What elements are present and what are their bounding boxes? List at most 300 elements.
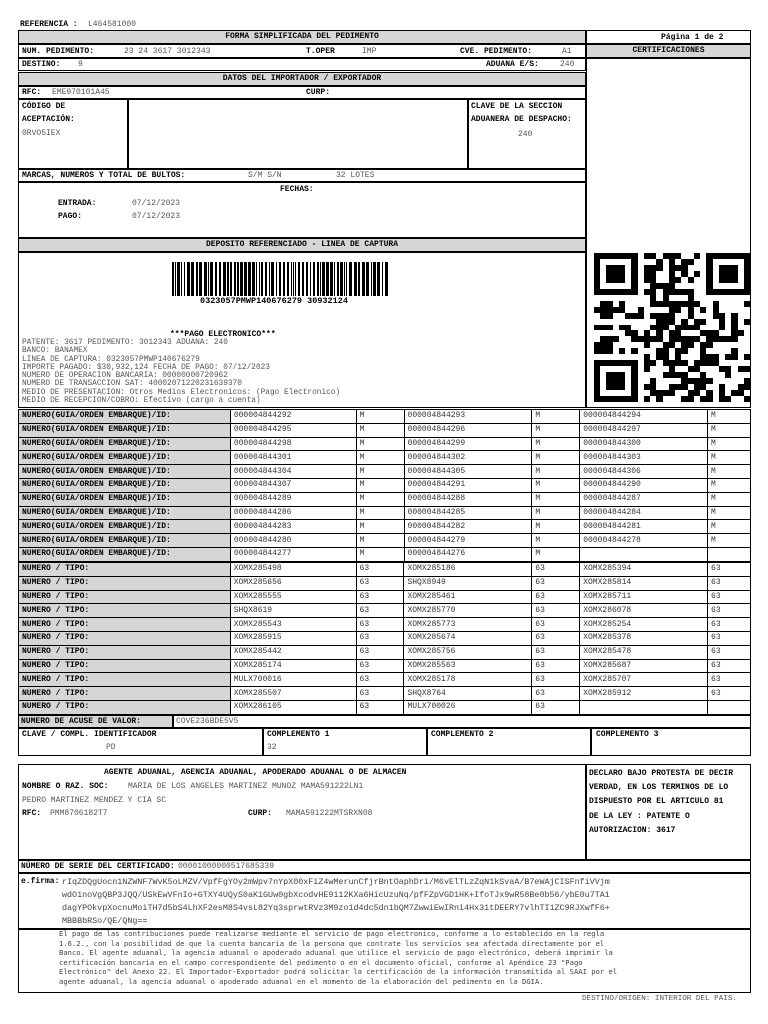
tipo-row-cell: XOMX285543 bbox=[230, 618, 356, 632]
barcode-bar bbox=[313, 262, 315, 296]
barcode-bar bbox=[223, 262, 226, 296]
tipo-row bbox=[19, 604, 751, 618]
guia-row-cell: M bbox=[708, 465, 751, 479]
barcode-bar bbox=[177, 262, 180, 296]
tipo-row-cell: 63 bbox=[532, 604, 580, 618]
guia-row-cell: M bbox=[532, 492, 580, 506]
agente-rfc-label: RFC: bbox=[22, 809, 42, 818]
tipo-row-cell: 63 bbox=[356, 700, 404, 714]
guia-row-cell: 000004844276 bbox=[404, 547, 532, 561]
declaro-text bbox=[589, 767, 733, 838]
tipo-row-cell: XOMX285498 bbox=[230, 563, 356, 577]
barcode-bar bbox=[261, 262, 263, 296]
guia-row-cell: M bbox=[532, 423, 580, 437]
barcode-bar bbox=[234, 262, 236, 296]
entrada-label: ENTRADA: bbox=[58, 199, 97, 208]
tipo-row-cell bbox=[708, 700, 751, 714]
tipo-row-label: NUMERO / TIPO: bbox=[19, 618, 231, 632]
num-pedimento-label: NUM. PEDIMENTO: bbox=[22, 47, 95, 56]
entrada-value: 07/12/2023 bbox=[132, 199, 181, 208]
guia-row-cell: M bbox=[708, 478, 751, 492]
pago-detail-line: MEDIO DE RECEPCION/COBRO: Efectivo (cargo a cuenta) bbox=[22, 397, 261, 406]
tipo-row-label: NUMERO / TIPO: bbox=[19, 631, 231, 645]
barcode-bar bbox=[349, 262, 352, 296]
guia-row bbox=[19, 506, 751, 520]
guia-row-cell: 000004844298 bbox=[230, 437, 356, 451]
barcode-bar bbox=[340, 262, 343, 296]
tipo-row-cell: 63 bbox=[532, 659, 580, 673]
barcode-bar bbox=[334, 262, 335, 296]
complemento1-label: COMPLEMENTO 1 bbox=[267, 730, 330, 739]
tipo-row-cell: 63 bbox=[708, 604, 751, 618]
barcode-bar bbox=[337, 262, 339, 296]
barcode-bar bbox=[371, 262, 372, 296]
guia-row-cell: 000004844301 bbox=[230, 451, 356, 465]
guia-row-cell: 000004844283 bbox=[230, 520, 356, 534]
barcode-bar bbox=[326, 262, 329, 296]
pago-detail-line: IMPORTE PAGADO: $30,932,124 FECHA DE PAGO: 07/12/2023 bbox=[22, 363, 270, 372]
tipo-row-label: NUMERO / TIPO: bbox=[19, 687, 231, 701]
marcas-value-1: S/M S/N bbox=[248, 171, 282, 180]
acuse-label: NUMERO DE ACUSE DE VALOR: bbox=[21, 717, 142, 726]
barcode-bar bbox=[295, 262, 296, 296]
tipo-row-cell: SHQX8619 bbox=[230, 604, 356, 618]
guia-row bbox=[19, 410, 751, 424]
tipo-row bbox=[19, 590, 751, 604]
guia-row-cell: 000004844291 bbox=[404, 478, 532, 492]
tipo-row-cell: XOMX285555 bbox=[230, 590, 356, 604]
guia-row-cell: M bbox=[356, 410, 404, 424]
tipo-row-cell: XOMX285814 bbox=[580, 576, 708, 590]
agente-rfc-value: PMM8706182T7 bbox=[50, 809, 108, 818]
efirma-label: e.firma: bbox=[21, 877, 60, 886]
declaro-line: DE LA LEY : PATENTE O bbox=[589, 811, 690, 821]
guia-row-cell: M bbox=[708, 492, 751, 506]
guia-row-cell: 000004844300 bbox=[580, 437, 708, 451]
tipo-row bbox=[19, 563, 751, 577]
tipo-row-cell: 63 bbox=[532, 563, 580, 577]
barcode-bar bbox=[330, 262, 333, 296]
barcode-bar bbox=[302, 262, 304, 296]
tipo-row bbox=[19, 673, 751, 687]
tipo-row-cell: XOMX285378 bbox=[580, 631, 708, 645]
barcode-bar bbox=[346, 262, 347, 296]
guia-row-cell: M bbox=[356, 506, 404, 520]
guia-row-cell: 000004844294 bbox=[580, 410, 708, 424]
guia-row bbox=[19, 547, 751, 561]
guia-row-label: NUMERO(GUIA/ORDEN EMBARQUE)/ID: bbox=[19, 465, 231, 479]
barcode-bar bbox=[317, 262, 319, 296]
tipo-row-cell: MULX700016 bbox=[230, 673, 356, 687]
tipo-row-cell: 63 bbox=[356, 687, 404, 701]
guia-row-cell: 000004844307 bbox=[230, 478, 356, 492]
guia-row-cell: M bbox=[356, 478, 404, 492]
footer-line: 1.6.2., con la posibilidad de que la cuenta bancaria de la persona que contrate los servicios sea afectada directamente por el bbox=[59, 938, 605, 948]
guia-row-cell: 000004844295 bbox=[230, 423, 356, 437]
tipo-row bbox=[19, 618, 751, 632]
barcode-bar bbox=[310, 262, 311, 296]
footer-line: El pago de las contribuciones puede realizarse mediante el servicio de pago electronico, conforme a lo establecido en la regla bbox=[59, 929, 605, 938]
rfc-label: RFC: bbox=[22, 88, 42, 97]
barcode-bar bbox=[175, 262, 176, 296]
barcode-bar bbox=[199, 262, 202, 296]
barcode-bar bbox=[358, 262, 360, 296]
efirma-line: rIqZDQgUocn1NZWNF7WvK5oLMZV/VpfFgYOy2mWpv7nYpX00xFiZ4wMerunCfjrBntOaphDri/M6vElTLzZqN1kSvaA/B7eWAjCISFnfiVVjm bbox=[62, 877, 610, 887]
tipo-row-cell: 63 bbox=[356, 576, 404, 590]
tipo-row-cell: 63 bbox=[532, 700, 580, 714]
barcode-image bbox=[172, 262, 394, 296]
guia-row-cell: 000004844286 bbox=[230, 506, 356, 520]
tipo-row bbox=[19, 631, 751, 645]
pago-detail-line: NUMERO DE OPERACION BANCARIA: 00000000720962 bbox=[22, 372, 228, 381]
footer-line: certificación bancaria en el campo correspondiente del pedimento o en el documento oficial, conforme al Apéndice 23 "Pago bbox=[59, 957, 583, 967]
clave-seccion-value: 240 bbox=[518, 130, 533, 139]
tipo-row-cell: 63 bbox=[708, 631, 751, 645]
form-title: FORMA SIMPLIFICADA DEL PEDIMENTO bbox=[18, 30, 586, 44]
guia-row-cell: 000004844296 bbox=[404, 423, 532, 437]
tipo-row-cell: 63 bbox=[532, 687, 580, 701]
guia-row-cell: 000004844303 bbox=[580, 451, 708, 465]
guia-row-cell: M bbox=[532, 547, 580, 561]
tipo-row-cell: XOMX286105 bbox=[230, 700, 356, 714]
guia-row bbox=[19, 520, 751, 534]
guia-row-cell: M bbox=[356, 423, 404, 437]
nombre-value-2: PEDRO MARTINEZ MENDEZ Y CIA SC bbox=[22, 796, 167, 805]
tipo-row-cell: 63 bbox=[356, 604, 404, 618]
serie-label: NÚMERO DE SERIE DEL CERTIFICADO: bbox=[21, 862, 175, 871]
guia-row-cell: M bbox=[708, 437, 751, 451]
tipo-row-cell: SHQX8949 bbox=[404, 576, 532, 590]
barcode-bar bbox=[230, 262, 232, 296]
barcode-bar bbox=[248, 262, 251, 296]
guia-row-cell: 000004844299 bbox=[404, 437, 532, 451]
barcode-bar bbox=[259, 262, 260, 296]
guia-row bbox=[19, 534, 751, 548]
barcode-bar bbox=[187, 262, 190, 296]
barcode-bar bbox=[306, 262, 308, 296]
tipo-row-cell: XOMX285711 bbox=[580, 590, 708, 604]
efirma-line: dagYPOkvpXocnuMoiTH7d5bS4LhXF2esM8S4vsL82Yq3sprwtRVz3M9zo1d4dc5dn1bQM7ZwwiEwIRni4Hx31tDEERY7vlhTI1ZC9RJXwfF6+ bbox=[62, 903, 610, 913]
tipo-row-cell: MULX700026 bbox=[404, 700, 532, 714]
agente-curp-value: MAMA591222MTSRXN08 bbox=[286, 809, 373, 818]
barcode-bar bbox=[172, 262, 174, 296]
guia-row-cell: M bbox=[532, 520, 580, 534]
efirma-line: wdO1noVgQBP3JQQ/USkEwVFnIo+GTXY4UQyS0aK1GUw0gbXcodvHE9112KXa6HicUzuNq/pfFZpVGD1HK+IfoTJx9wR58Be0b56/ybE0u7TA1 bbox=[62, 890, 610, 900]
tipo-row-cell: XOMX285461 bbox=[404, 590, 532, 604]
curp-label: CURP: bbox=[306, 88, 331, 97]
tipo-row-cell: XOMX285186 bbox=[404, 563, 532, 577]
tipo-row-cell: 63 bbox=[708, 563, 751, 577]
destino-label: DESTINO: bbox=[22, 60, 61, 69]
guia-row-cell: M bbox=[708, 506, 751, 520]
tipo-row-cell: 63 bbox=[708, 618, 751, 632]
clave-seccion-label-1: CLAVE DE LA SECCION bbox=[471, 102, 563, 111]
tipo-row-cell: XOMX285478 bbox=[580, 645, 708, 659]
guia-row bbox=[19, 451, 751, 465]
guia-row-label: NUMERO(GUIA/ORDEN EMBARQUE)/ID: bbox=[19, 410, 231, 424]
tipo-row-label: NUMERO / TIPO: bbox=[19, 563, 231, 577]
barcode-bar bbox=[265, 262, 267, 296]
pago-details bbox=[22, 339, 340, 405]
tipo-row-cell: SHQX8764 bbox=[404, 687, 532, 701]
cve-pedimento-value: A1 bbox=[562, 47, 572, 56]
nombre-label: NOMBRE O RAZ. SOC: bbox=[22, 782, 109, 791]
guia-row-cell: M bbox=[708, 534, 751, 548]
barcode-bar bbox=[322, 262, 325, 296]
guia-row-cell: M bbox=[532, 410, 580, 424]
tipo-row bbox=[19, 576, 751, 590]
codigo-label-2: ACEPTACIÓN: bbox=[22, 115, 75, 124]
barcode-bar bbox=[276, 262, 277, 296]
guia-row bbox=[19, 423, 751, 437]
barcode-bar bbox=[227, 262, 229, 296]
guia-row-cell: 000004844280 bbox=[230, 534, 356, 548]
tipo-row-cell: 63 bbox=[708, 590, 751, 604]
guias-table bbox=[18, 409, 751, 562]
guia-row-label: NUMERO(GUIA/ORDEN EMBARQUE)/ID: bbox=[19, 520, 231, 534]
barcode-bar bbox=[237, 262, 239, 296]
guia-row-cell: 000004844290 bbox=[580, 478, 708, 492]
tipo-row-cell: 63 bbox=[356, 631, 404, 645]
pago-detail-line: MEDIO DE PRESENTACION: Otros Medios Electronicos: (Pago Electronico) bbox=[22, 388, 341, 397]
tipo-row-label: NUMERO / TIPO: bbox=[19, 700, 231, 714]
barcode-bar bbox=[283, 262, 285, 296]
referencia-value: L464581000 bbox=[88, 20, 137, 29]
complemento1-value: 32 bbox=[267, 743, 277, 752]
tipo-row-cell: XOMX286078 bbox=[580, 604, 708, 618]
footer-line: agente aduanal, la agencia aduanal o apoderado aduanal en el momento de la elaboración del pedimento en la DGIA. bbox=[59, 976, 544, 986]
efirma-value bbox=[62, 876, 610, 928]
guia-row-cell: 000004844293 bbox=[404, 410, 532, 424]
barcode-bar bbox=[320, 262, 321, 296]
pago-detail-line: PATENTE: 3617 PEDIMENTO: 3012343 ADUANA: 240 bbox=[22, 339, 228, 347]
referencia-label: REFERENCIA : bbox=[20, 20, 78, 29]
tipo-row-cell: 63 bbox=[708, 659, 751, 673]
guia-row-label: NUMERO(GUIA/ORDEN EMBARQUE)/ID: bbox=[19, 547, 231, 561]
guia-row-cell bbox=[580, 547, 708, 561]
complemento2-label: COMPLEMENTO 2 bbox=[431, 730, 494, 739]
guia-row-cell: 000004844304 bbox=[230, 465, 356, 479]
toper-label: T.OPER bbox=[306, 47, 335, 56]
guia-row-label: NUMERO(GUIA/ORDEN EMBARQUE)/ID: bbox=[19, 478, 231, 492]
barcode-bar bbox=[366, 262, 369, 296]
guia-row-label: NUMERO(GUIA/ORDEN EMBARQUE)/ID: bbox=[19, 423, 231, 437]
tipo-row-cell: XOMX285254 bbox=[580, 618, 708, 632]
guia-row-cell: 000004844305 bbox=[404, 465, 532, 479]
declaro-line: AUTORIZACION: 3617 bbox=[589, 825, 676, 835]
barcode-bar bbox=[215, 262, 217, 296]
acuse-value-cell bbox=[173, 715, 751, 728]
tipo-row-cell: 63 bbox=[708, 645, 751, 659]
tipo-row-cell: XOMX285178 bbox=[404, 673, 532, 687]
deposito-title: DEPOSITO REFERENCIADO - LINEA DE CAPTURA bbox=[18, 238, 586, 252]
guia-row-cell: M bbox=[708, 520, 751, 534]
barcode-bar bbox=[377, 262, 380, 296]
tipo-row-cell: 63 bbox=[356, 590, 404, 604]
importer-section-title: DATOS DEL IMPORTADOR / EXPORTADOR bbox=[18, 72, 586, 86]
tipo-row-label: NUMERO / TIPO: bbox=[19, 576, 231, 590]
fechas-title: FECHAS: bbox=[280, 185, 314, 194]
guia-row-cell: 000004844302 bbox=[404, 451, 532, 465]
barcode-bar bbox=[354, 262, 357, 296]
barcode-bar bbox=[293, 262, 294, 296]
pago-detail-line: LINEA DE CAPTURA: 0323057PMWP140676279 bbox=[22, 355, 200, 364]
guia-row-cell: M bbox=[532, 465, 580, 479]
barcode-bar bbox=[385, 262, 388, 296]
codigo-label-1: CÓDIGO DE bbox=[22, 102, 66, 111]
guia-row-cell: 000004844289 bbox=[230, 492, 356, 506]
tipo-row-cell: XOMX285507 bbox=[230, 687, 356, 701]
guia-row-cell: M bbox=[356, 492, 404, 506]
guia-row-label: NUMERO(GUIA/ORDEN EMBARQUE)/ID: bbox=[19, 451, 231, 465]
declaro-line: VERDAD, EN LOS TERMINOS DE LO bbox=[589, 783, 729, 793]
tipo-row-cell: 63 bbox=[708, 576, 751, 590]
guia-row bbox=[19, 492, 751, 506]
destino-value: 9 bbox=[78, 60, 83, 69]
barcode-bar bbox=[291, 262, 292, 296]
tipo-row-cell: 63 bbox=[532, 576, 580, 590]
barcode-bar bbox=[219, 262, 221, 296]
blank-cell bbox=[128, 99, 468, 169]
page-number: Página 1 de 2 bbox=[661, 33, 724, 42]
barcode-bar bbox=[256, 262, 257, 296]
tipo-row-cell: XOMX285174 bbox=[230, 659, 356, 673]
guia-row-cell: 000004844278 bbox=[580, 534, 708, 548]
tipo-row-cell: 63 bbox=[532, 631, 580, 645]
pago-value: 07/12/2023 bbox=[132, 212, 181, 221]
tipo-row-cell: 63 bbox=[532, 673, 580, 687]
tipo-row-cell: XOMX285442 bbox=[230, 645, 356, 659]
num-pedimento-value: 23 24 3617 3012343 bbox=[124, 47, 211, 56]
barcode-bar bbox=[362, 262, 365, 296]
declaro-line: DECLARO BAJO PROTESTA DE DECIR bbox=[589, 769, 734, 778]
guia-row-cell: M bbox=[532, 478, 580, 492]
guia-row bbox=[19, 437, 751, 451]
guia-row-cell: 000004844297 bbox=[580, 423, 708, 437]
tipo-row-cell: 63 bbox=[708, 687, 751, 701]
barcode-bar bbox=[382, 262, 383, 296]
barcode-bar bbox=[240, 262, 243, 296]
guia-row-cell: M bbox=[708, 410, 751, 424]
tipo-row-cell: 63 bbox=[532, 618, 580, 632]
barcode-bar bbox=[287, 262, 289, 296]
tipo-row-label: NUMERO / TIPO: bbox=[19, 673, 231, 687]
guia-row-cell: M bbox=[356, 534, 404, 548]
guia-row-cell: M bbox=[356, 451, 404, 465]
tipo-row-cell: XOMX285707 bbox=[580, 673, 708, 687]
guia-row-cell: 000004844284 bbox=[580, 506, 708, 520]
efirma-line: MBBBbRSo/QE/QNg== bbox=[62, 916, 148, 926]
barcode-bar bbox=[269, 262, 270, 296]
pago-electronico-title: ***PAGO ELECTRONICO*** bbox=[170, 330, 276, 339]
barcode-bar bbox=[298, 262, 300, 296]
agente-curp-label: CURP: bbox=[248, 809, 273, 818]
marcas-value-2: 32 LOTES bbox=[336, 171, 375, 180]
guia-row-cell: 000004844288 bbox=[404, 492, 532, 506]
tipo-row-cell: XOMX285674 bbox=[404, 631, 532, 645]
barcode-bar bbox=[344, 262, 345, 296]
pago-detail-line: NUMERO DE TRANSACCION SAT: 40002071220231639370 bbox=[22, 380, 242, 389]
barcode-bar bbox=[208, 262, 209, 296]
qr-code-image bbox=[594, 253, 750, 402]
aduana-label: ADUANA E/S: bbox=[486, 60, 539, 69]
barcode-bar bbox=[244, 262, 247, 296]
pago-label: PAGO: bbox=[58, 212, 83, 221]
guia-row-cell: M bbox=[708, 451, 751, 465]
destino-origen: DESTINO/ORIGEN: INTERIOR DEL PAIS. bbox=[582, 995, 737, 1003]
guia-row-label: NUMERO(GUIA/ORDEN EMBARQUE)/ID: bbox=[19, 492, 231, 506]
guia-row-cell bbox=[708, 547, 751, 561]
tipo-row-cell: XOMX285687 bbox=[580, 659, 708, 673]
tipo-row bbox=[19, 659, 751, 673]
barcode-bar bbox=[191, 262, 194, 296]
tipo-row-cell: XOMX285770 bbox=[404, 604, 532, 618]
tipo-row-cell: XOMX285773 bbox=[404, 618, 532, 632]
acuse-value: COVE236BDE5V5 bbox=[176, 717, 239, 726]
guia-row-cell: 000004844292 bbox=[230, 410, 356, 424]
guia-row-label: NUMERO(GUIA/ORDEN EMBARQUE)/ID: bbox=[19, 534, 231, 548]
tipo-row-cell: XOMX285394 bbox=[580, 563, 708, 577]
footer-line: Electrónico" del Anexo 22. El Importador-Exportador podrá solicitar la certificación de la información transmitida al SAAI por el bbox=[59, 967, 618, 977]
tipos-table bbox=[18, 562, 751, 715]
barcode-bar bbox=[373, 262, 376, 296]
guia-row-cell: 000004844282 bbox=[404, 520, 532, 534]
tipo-row bbox=[19, 700, 751, 714]
tipo-row-cell: 63 bbox=[356, 673, 404, 687]
clave-identificador-label: CLAVE / COMPL. IDENTIFICADOR bbox=[22, 730, 157, 739]
toper-value: IMP bbox=[362, 47, 377, 56]
agente-title: AGENTE ADUANAL, AGENCIA ADUANAL, APODERADO ADUANAL O DE ALMACEN bbox=[104, 768, 407, 777]
cve-pedimento-label: CVE. PEDIMENTO: bbox=[460, 47, 533, 56]
tipo-row-cell: 63 bbox=[356, 563, 404, 577]
tipo-row-cell bbox=[580, 700, 708, 714]
guia-row-cell: M bbox=[356, 437, 404, 451]
barcode-bar bbox=[210, 262, 213, 296]
guia-row-cell: M bbox=[532, 437, 580, 451]
rfc-value: EME970101A45 bbox=[52, 88, 110, 97]
complemento3-label: COMPLEMENTO 3 bbox=[596, 730, 659, 739]
guia-row-label: NUMERO(GUIA/ORDEN EMBARQUE)/ID: bbox=[19, 437, 231, 451]
guia-row-cell: M bbox=[532, 534, 580, 548]
codigo-value: 0RVO5IEX bbox=[22, 129, 61, 138]
guia-row-cell: M bbox=[356, 465, 404, 479]
declaro-line: DISPUESTO POR EL ARTICULO 81 bbox=[589, 797, 724, 807]
qr-module bbox=[744, 396, 750, 402]
guia-row-cell: M bbox=[532, 451, 580, 465]
tipo-row-cell: XOMX285563 bbox=[404, 659, 532, 673]
certificaciones-title: CERTIFICACIONES bbox=[586, 44, 751, 58]
guia-row-cell: 000004844279 bbox=[404, 534, 532, 548]
guia-row-label: NUMERO(GUIA/ORDEN EMBARQUE)/ID: bbox=[19, 506, 231, 520]
guia-row bbox=[19, 478, 751, 492]
guia-row-cell: 000004844281 bbox=[580, 520, 708, 534]
clave-seccion-label-2: ADUANERA DE DESPACHO: bbox=[471, 115, 572, 124]
tipo-row-label: NUMERO / TIPO: bbox=[19, 645, 231, 659]
tipo-row-cell: XOMX285915 bbox=[230, 631, 356, 645]
barcode-bar bbox=[252, 262, 255, 296]
tipo-row-cell: 63 bbox=[356, 659, 404, 673]
guia-row-cell: M bbox=[532, 506, 580, 520]
tipo-row-cell: 63 bbox=[356, 645, 404, 659]
guia-row-cell: M bbox=[356, 547, 404, 561]
guia-row-cell: 000004844285 bbox=[404, 506, 532, 520]
tipo-row-cell: XOMX285912 bbox=[580, 687, 708, 701]
tipo-row-cell: 63 bbox=[356, 618, 404, 632]
tipo-row bbox=[19, 645, 751, 659]
tipo-row-label: NUMERO / TIPO: bbox=[19, 604, 231, 618]
tipo-row-label: NUMERO / TIPO: bbox=[19, 590, 231, 604]
guia-row-cell: M bbox=[708, 423, 751, 437]
